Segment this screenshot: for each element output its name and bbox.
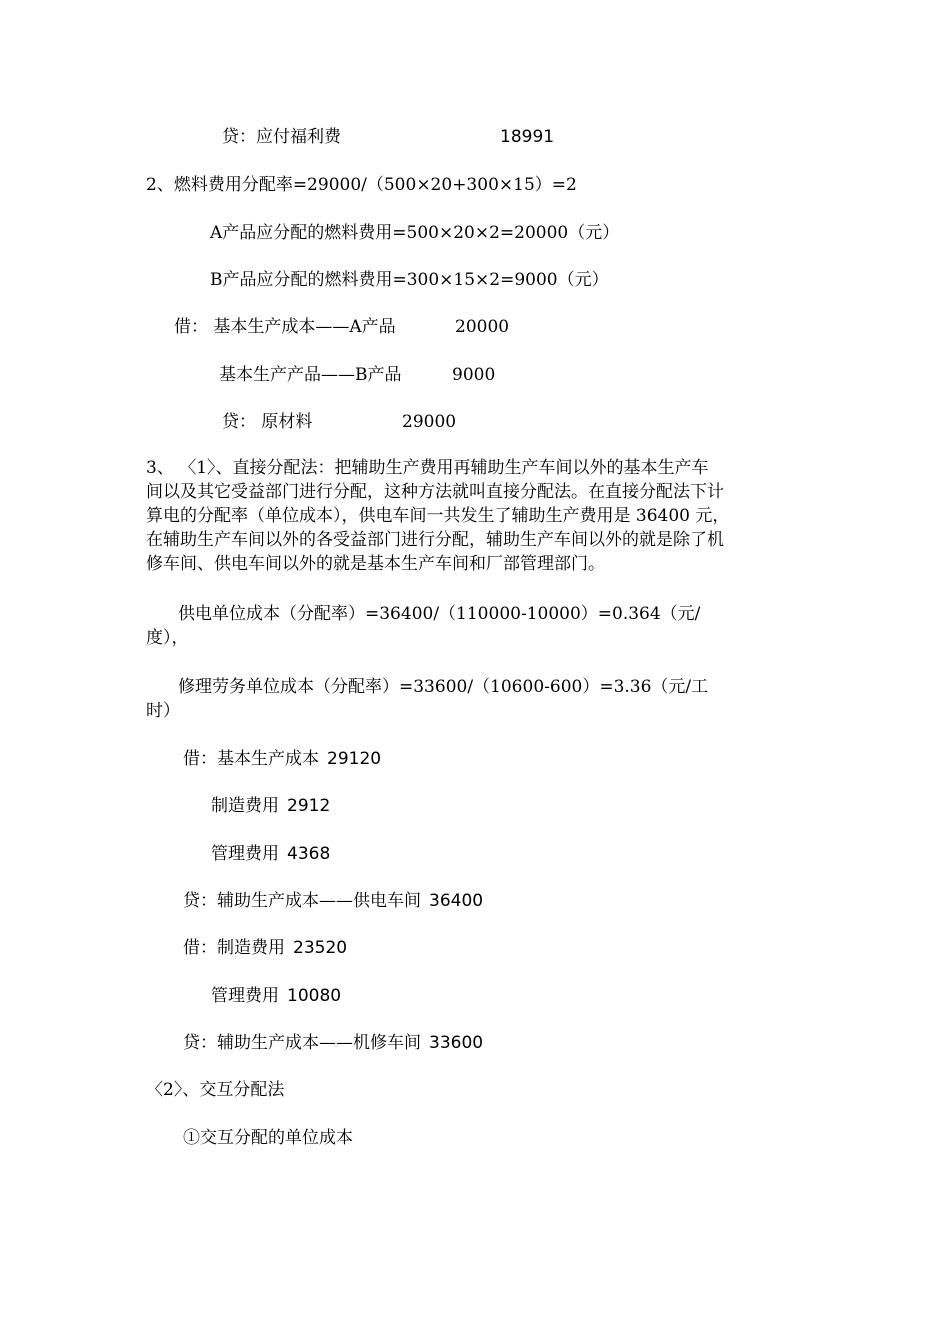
repair-unit-cost	[146, 675, 806, 723]
paragraph-line: 3、 〈1〉、直接分配法：把辅助生产费用再辅助生产车间以外的基本生产车	[146, 458, 709, 478]
paragraph-line: 间以及其它受益部门进行分配，这种方法就叫直接分配法。在直接分配法下计	[146, 482, 724, 502]
debit-product-b-label: 基本生产产品——B产品	[219, 365, 402, 385]
journal-entry	[183, 748, 381, 770]
paragraph-line: 算电的分配率（单位成本），供电车间一共发生了辅助生产费用是 36400 元，	[146, 506, 730, 526]
entry-account: 管理费用	[211, 844, 279, 864]
repair-unit-cost-line-1: 修理劳务单位成本（分配率）=33600/（10600-600）=3.36（元/工	[178, 677, 709, 697]
journal-entry	[211, 795, 330, 817]
debit-product-a-label: 借： 基本生产成本——A产品	[174, 317, 396, 337]
power-unit-cost-line-2: 度），	[146, 628, 189, 648]
entry-amount: 29120	[327, 749, 382, 769]
entry-account: 贷：辅助生产成本——机修车间	[183, 1033, 421, 1053]
entry-amount: 2912	[287, 796, 331, 816]
entry-amount: 10080	[287, 986, 342, 1006]
entry-account: 制造费用	[211, 796, 279, 816]
paragraph-line: 在辅助生产车间以外的各受益部门进行分配，辅助生产车间以外的就是除了机	[146, 530, 724, 550]
journal-entry	[183, 890, 483, 912]
credit-welfare-amount: 18991	[500, 127, 555, 147]
credit-materials-amount: 29000	[402, 412, 457, 432]
entry-account: 借：制造费用	[183, 938, 285, 958]
entry-amount: 23520	[293, 938, 348, 958]
subsection-heading: ①交互分配的单位成本	[183, 1128, 353, 1148]
section-heading-interactive-allocation: 〈2〉、交互分配法	[146, 1080, 285, 1100]
journal-entry	[211, 843, 330, 865]
power-unit-cost-line-1: 供电单位成本（分配率）=36400/（110000-10000）=0.364（元/	[178, 604, 701, 624]
journal-entry	[183, 937, 347, 959]
entry-amount: 4368	[287, 844, 331, 864]
power-unit-cost	[146, 602, 806, 650]
entry-account: 借：基本生产成本	[183, 749, 319, 769]
entry-amount: 36400	[429, 891, 484, 911]
direct-allocation-paragraph	[146, 456, 806, 576]
paragraph-line: 修车间、供电车间以外的就是基本生产车间和厂部管理部门。	[146, 554, 605, 574]
repair-unit-cost-line-2: 时）	[146, 701, 180, 721]
credit-materials-label: 贷： 原材料	[222, 412, 313, 432]
journal-entry	[183, 1032, 483, 1054]
debit-product-a-amount: 20000	[455, 317, 510, 337]
debit-product-b-amount: 9000	[452, 365, 496, 385]
entry-amount: 33600	[429, 1033, 484, 1053]
entry-account: 贷：辅助生产成本——供电车间	[183, 891, 421, 911]
product-a-fuel-cost: A产品应分配的燃料费用=500×20×2=20000（元）	[210, 223, 620, 243]
entry-account: 管理费用	[211, 986, 279, 1006]
credit-welfare-label: 贷：应付福利费	[222, 127, 341, 147]
journal-entry	[211, 985, 341, 1007]
fuel-rate-formula: 2、燃料费用分配率=29000/（500×20+300×15）=2	[146, 175, 577, 195]
product-b-fuel-cost: B产品应分配的燃料费用=300×15×2=9000（元）	[210, 270, 609, 290]
